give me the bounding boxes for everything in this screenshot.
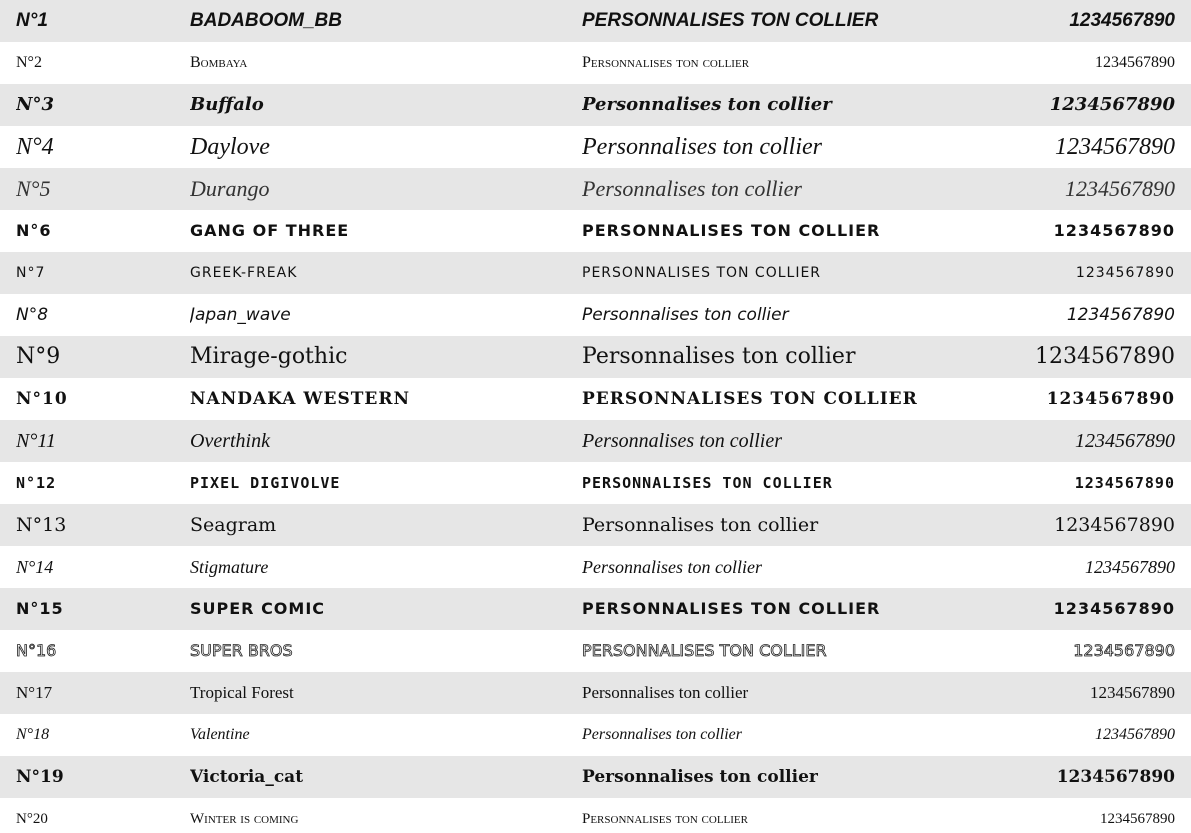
font-name: BADABOOM_BB xyxy=(190,10,342,31)
font-row-12 xyxy=(0,462,1191,504)
font-row-19 xyxy=(0,756,1191,798)
font-name: Winter is coming xyxy=(190,811,299,827)
font-sample-digits: 1234567890 xyxy=(1055,134,1175,160)
font-sample-digits: 1234567890 xyxy=(1046,389,1175,409)
font-sample-text: PERSONNALISES TON COLLIER xyxy=(582,599,881,618)
font-name: Overthink xyxy=(190,430,270,452)
font-name: GREEK-FREAK xyxy=(190,265,298,281)
font-number: N°5 xyxy=(16,176,51,201)
font-sample-text: Personnalises ton collier xyxy=(582,683,749,702)
font-name: SUPER BROS xyxy=(190,641,293,660)
font-name: NANDAKA WESTERN xyxy=(190,389,410,409)
font-number: N°15 xyxy=(16,599,64,618)
font-number: N°10 xyxy=(16,389,68,409)
font-name: Buffalo xyxy=(190,94,264,115)
font-sample-digits: 1234567890 xyxy=(1066,305,1175,325)
font-number: N°11 xyxy=(16,430,56,452)
font-row-10 xyxy=(0,378,1191,420)
font-number: N°3 xyxy=(16,94,54,115)
font-name: Valentine xyxy=(190,726,250,743)
font-sample-digits: 1234567890 xyxy=(1074,474,1175,492)
font-row-9 xyxy=(0,336,1191,378)
font-sample-digits: 1234567890 xyxy=(1065,176,1175,201)
font-sample-text: Personnalises ton collier xyxy=(582,305,789,325)
font-number: N°12 xyxy=(16,474,57,492)
font-name: Bombaya xyxy=(190,54,248,71)
font-sample-text: PERSONNALISES TON COLLIER xyxy=(582,10,879,31)
font-row-1 xyxy=(0,0,1191,42)
font-sample-text: PERSONNALISES TON COLLIER xyxy=(582,641,827,660)
font-name: Durango xyxy=(190,176,270,201)
font-row-7 xyxy=(0,252,1191,294)
font-number: N°17 xyxy=(16,683,53,702)
font-sample-text: Personnalises ton collier xyxy=(582,54,750,71)
font-number: N°14 xyxy=(16,557,54,577)
font-sample-digits: 1234567890 xyxy=(1075,430,1175,452)
font-name: Japan_wave xyxy=(190,305,291,325)
font-number: N°2 xyxy=(16,54,42,71)
font-sample-digits: 1234567890 xyxy=(1095,54,1175,71)
font-sample-text: Personnalises ton collier xyxy=(582,176,802,201)
font-row-18 xyxy=(0,714,1191,756)
font-row-8 xyxy=(0,294,1191,336)
font-sample-digits: 1234567890 xyxy=(1049,94,1175,115)
font-sample-digits: 1234567890 xyxy=(1090,683,1175,702)
font-sample-text: PERSONNALISES TON COLLIER xyxy=(582,389,918,409)
font-number: N°16 xyxy=(16,641,57,660)
font-sample-text: Personnalises ton collier xyxy=(582,767,818,787)
font-name: GANG OF THREE xyxy=(190,221,350,240)
font-row-20 xyxy=(0,798,1191,833)
font-sample-text: Personnalises ton collier xyxy=(582,514,819,536)
font-row-16 xyxy=(0,630,1191,672)
font-number: N°8 xyxy=(16,305,49,325)
font-name: Stigmature xyxy=(190,557,269,577)
font-sample-text: Personnalises ton collier xyxy=(582,726,742,743)
font-name: Seagram xyxy=(190,514,277,536)
font-sample-text: Personnalises ton collier xyxy=(582,94,832,115)
font-sample-digits: 1234567890 xyxy=(1035,344,1175,369)
font-sample-digits: 1234567890 xyxy=(1053,599,1175,618)
font-sample-text: Personnalises ton collier xyxy=(582,557,762,577)
font-number: N°4 xyxy=(16,134,54,160)
font-number: N°13 xyxy=(16,514,67,536)
font-row-4 xyxy=(0,126,1191,168)
font-number: N°19 xyxy=(16,767,64,787)
font-sample-text: PERSONNALISES TON COLLIER xyxy=(582,474,833,492)
font-sample-text: PERSONNALISES TON COLLIER xyxy=(582,265,822,281)
font-sample-text: Personnalises ton collier xyxy=(582,811,748,827)
font-sample-text: Personnalises ton collier xyxy=(582,344,856,369)
font-row-2 xyxy=(0,42,1191,84)
font-sample-text: Personnalises ton collier xyxy=(582,430,782,452)
font-name: Daylove xyxy=(190,134,270,160)
font-sample-digits: 1234567890 xyxy=(1095,726,1175,743)
font-number: N°6 xyxy=(16,221,52,240)
font-sample-digits: 1234567890 xyxy=(1053,221,1175,240)
font-sample-digits: 1234567890 xyxy=(1056,767,1175,787)
font-row-15 xyxy=(0,588,1191,630)
font-number: N°1 xyxy=(16,10,48,31)
font-row-5 xyxy=(0,168,1191,210)
font-number: N°7 xyxy=(16,265,46,281)
font-name: Tropical Forest xyxy=(190,683,294,702)
font-sample-digits: 1234567890 xyxy=(1100,811,1175,827)
font-number: N°9 xyxy=(16,344,61,369)
font-row-13 xyxy=(0,504,1191,546)
font-sample-text: Personnalises ton collier xyxy=(582,134,822,160)
font-row-11 xyxy=(0,420,1191,462)
font-sample-digits: 1234567890 xyxy=(1075,265,1175,281)
font-sample-digits: 1234567890 xyxy=(1054,514,1175,536)
font-row-14 xyxy=(0,546,1191,588)
font-number: N°18 xyxy=(16,726,50,743)
font-row-3 xyxy=(0,84,1191,126)
font-name: Victoria_cat xyxy=(190,767,304,787)
font-sample-text: PERSONNALISES TON COLLIER xyxy=(582,221,881,240)
font-sample-digits: 1234567890 xyxy=(1069,10,1175,31)
font-name: SUPER COMIC xyxy=(190,599,326,618)
font-name: Mirage-gothic xyxy=(190,344,348,369)
font-row-6 xyxy=(0,210,1191,252)
font-sample-digits: 1234567890 xyxy=(1085,557,1175,577)
font-sample-digits: 1234567890 xyxy=(1073,641,1175,660)
font-name: PIXEL DIGIVOLVE xyxy=(190,474,341,492)
font-row-17 xyxy=(0,672,1191,714)
font-number: N°20 xyxy=(16,811,48,827)
